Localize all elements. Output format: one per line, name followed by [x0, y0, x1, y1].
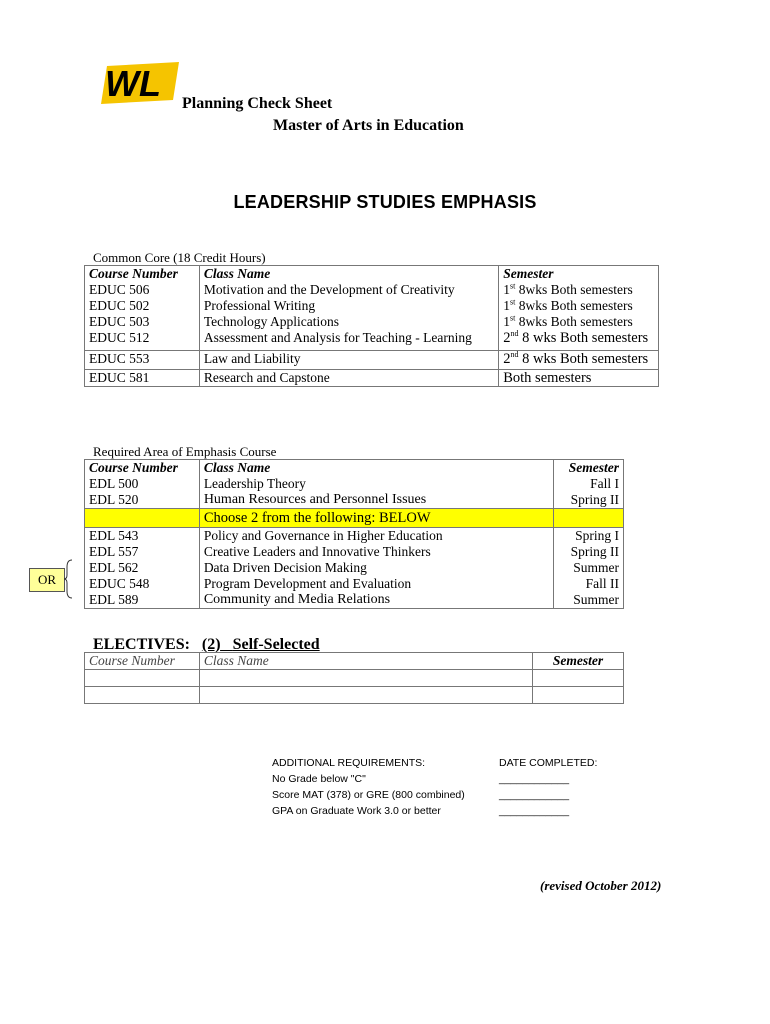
course-number: EDL 589	[85, 592, 200, 609]
table-row	[85, 560, 624, 576]
col-header-course-number: Course Number	[85, 653, 200, 670]
table-row	[85, 298, 659, 314]
course-number: EDUC 553	[85, 351, 200, 370]
emphasis-courses-title: Required Area of Emphasis Course	[93, 444, 277, 459]
course-number: EDUC 548	[85, 576, 200, 592]
semester: 2nd 8 wks Both semesters	[499, 351, 659, 370]
table-row[interactable]	[85, 670, 624, 687]
table-row	[85, 314, 659, 330]
col-header-class-name: Class Name	[199, 460, 553, 477]
revised-note: (revised October 2012)	[540, 878, 662, 893]
elective-semester[interactable]	[533, 687, 624, 704]
table-row	[85, 544, 624, 560]
course-number: EDL 562	[85, 560, 200, 576]
table-row	[85, 370, 659, 387]
or-badge: OR	[29, 568, 65, 592]
table-row	[85, 282, 659, 298]
semester: 1st 8wks Both semesters	[499, 314, 659, 330]
common-core-title: Common Core (18 Credit Hours)	[93, 250, 266, 265]
class-name: Research and Capstone	[199, 370, 498, 387]
course-number: EDL 520	[85, 492, 200, 509]
date-completed	[499, 755, 597, 819]
class-name: Program Development and Evaluation	[199, 576, 553, 592]
wl-logo	[101, 60, 181, 106]
table-row	[85, 492, 624, 509]
class-name: Technology Applications	[199, 314, 498, 330]
col-header-course-number: Course Number	[85, 266, 200, 283]
course-number: EDUC 506	[85, 282, 200, 298]
semester: 2nd 8 wks Both semesters	[499, 330, 659, 351]
elective-class-name[interactable]	[199, 670, 532, 687]
brace-icon	[64, 559, 74, 599]
class-name: Creative Leaders and Innovative Thinkers	[199, 544, 553, 560]
semester: 1st 8wks Both semesters	[499, 298, 659, 314]
col-header-semester: Semester	[533, 653, 624, 670]
col-header-class-name: Class Name	[199, 266, 498, 283]
table-row	[85, 576, 624, 592]
class-name: Leadership Theory	[199, 476, 553, 492]
course-number: EDUC 581	[85, 370, 200, 387]
electives-table	[84, 652, 624, 704]
course-number: EDL 500	[85, 476, 200, 492]
semester: Summer	[554, 592, 624, 609]
col-header-semester: Semester	[499, 266, 659, 283]
table-row	[85, 528, 624, 545]
semester: Summer	[554, 560, 624, 576]
additional-title: ADDITIONAL REQUIREMENTS:	[272, 757, 426, 769]
electives-label: ELECTIVES:	[93, 636, 190, 653]
semester: Fall I	[554, 476, 624, 492]
elective-course-number[interactable]	[85, 687, 200, 704]
table-header-row	[85, 460, 624, 477]
course-number: EDL 543	[85, 528, 200, 545]
semester: Spring II	[554, 492, 624, 509]
class-name: Assessment and Analysis for Teaching - Learning	[199, 330, 498, 351]
title-line2: Master of Arts in Education	[273, 117, 464, 134]
col-header-class-name: Class Name	[199, 653, 532, 670]
requirement-item: GPA on Graduate Work 3.0 or better	[272, 805, 441, 817]
date-blank[interactable]: ____________	[499, 805, 570, 817]
choose-blank-semester	[554, 509, 624, 528]
class-name: Data Driven Decision Making	[199, 560, 553, 576]
course-number: EDUC 512	[85, 330, 200, 351]
class-name: Community and Media Relations	[199, 592, 553, 609]
electives-count-selected: (2) Self-Selected	[201, 636, 320, 653]
semester: Both semesters	[499, 370, 659, 387]
choose-blank	[85, 509, 200, 528]
class-name: Law and Liability	[199, 351, 498, 370]
title-line1: Planning Check Sheet	[182, 95, 333, 112]
logo-text: WL	[105, 63, 161, 104]
table-header-row	[85, 653, 624, 670]
course-number: EDUC 502	[85, 298, 200, 314]
choose-label: Choose 2 from the following: BELOW	[199, 509, 553, 528]
elective-course-number[interactable]	[85, 670, 200, 687]
class-name: Professional Writing	[199, 298, 498, 314]
table-row[interactable]	[85, 687, 624, 704]
emphasis-courses-table	[84, 459, 624, 609]
semester: 1st 8wks Both semesters	[499, 282, 659, 298]
choose-row	[85, 509, 624, 528]
class-name: Policy and Governance in Higher Education	[199, 528, 553, 545]
additional-requirements	[272, 755, 465, 819]
class-name: Motivation and the Development of Creativity	[199, 282, 498, 298]
table-row	[85, 351, 659, 370]
requirement-item: No Grade below "C"	[272, 773, 366, 785]
date-title: DATE COMPLETED:	[499, 757, 598, 769]
semester: Fall II	[554, 576, 624, 592]
requirement-item: Score MAT (378) or GRE (800 combined)	[272, 789, 465, 801]
emphasis-heading: LEADERSHIP STUDIES EMPHASIS	[233, 192, 537, 212]
class-name: Human Resources and Personnel Issues	[199, 492, 553, 509]
course-number: EDL 557	[85, 544, 200, 560]
date-blank[interactable]: ____________	[499, 773, 570, 785]
course-number: EDUC 503	[85, 314, 200, 330]
table-row	[85, 330, 659, 351]
table-row	[85, 476, 624, 492]
col-header-semester: Semester	[554, 460, 624, 477]
table-header-row	[85, 266, 659, 283]
common-core-table	[84, 265, 659, 387]
elective-class-name[interactable]	[199, 687, 532, 704]
elective-semester[interactable]	[533, 670, 624, 687]
semester: Spring I	[554, 528, 624, 545]
semester: Spring II	[554, 544, 624, 560]
col-header-course-number: Course Number	[85, 460, 200, 477]
date-blank[interactable]: ____________	[499, 789, 570, 801]
table-row	[85, 592, 624, 609]
